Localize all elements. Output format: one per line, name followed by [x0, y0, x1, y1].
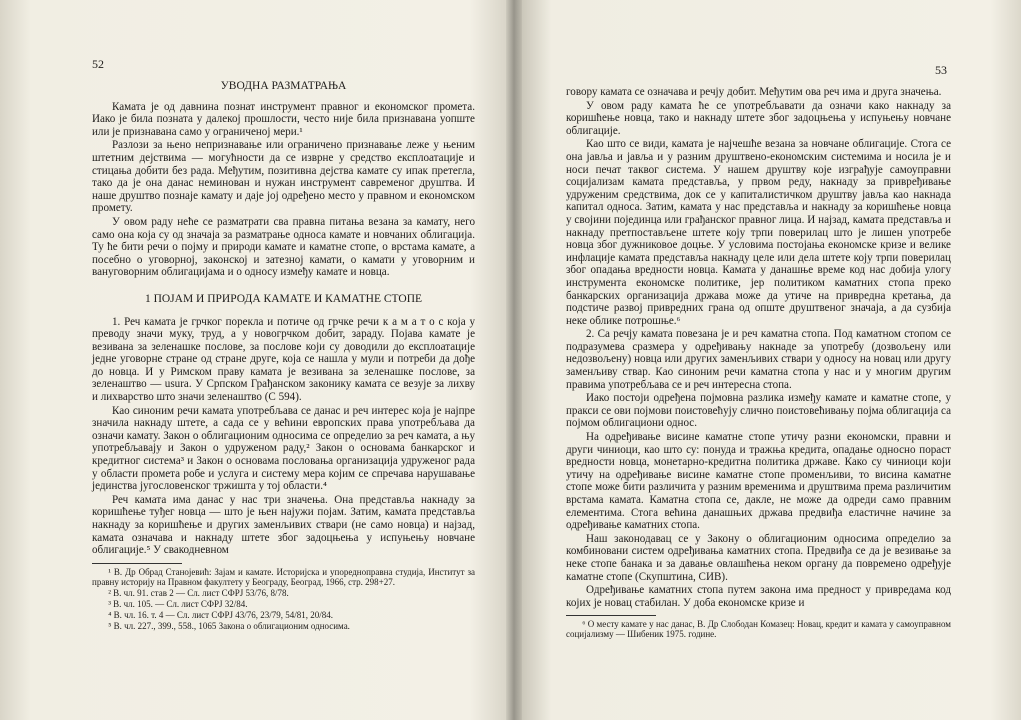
- page-number: 52: [92, 57, 104, 71]
- right-page-body: [566, 86, 951, 639]
- paragraph: Иако постоји одређена појмовна разлика између камате и каматне стопе, у пракси се ови појмови поистовећују слично поистовећивању појма облигација са појмом облигациони однос.: [566, 392, 951, 430]
- footnote-rule: [566, 615, 656, 616]
- paragraph: У овом раду неће се разматрати сва правна питања везана за камату, него само она која су од значаја за разматрање односа камате и новчаних облигација. Ту ће бити речи о појму и природи камате и каматне стопе, о врстама камате, а посебно о уговорној, законској и затезној камати, о камати у уговорним и вануговорним облигацијама и о односу између камате и новца.: [92, 215, 475, 279]
- paragraph: На одређивање висине каматне стопе утичу разни економски, правни и други чиниоци, као што су: понуда и тражња кредита, опадање односно пораст вредности новца, монетарно-кредитна политика државе. Како су чиниоци који утичу на одређивање висине каматне стопе променљиви, то висина каматне стопе може бити различита у разним временима и друштвима према различитим врстама камата. Каматна стопа се, дакле, не може да одреди само правним елементима. Стога већина данашњих држава предвиђа еластичне начине за одређивање каматних стопа.: [566, 431, 951, 532]
- paragraph: 2. Са речју камата повезана је и реч каматна стопа. Под каматном стопом се подразумева сразмера у одређивању накнаде за употребу (дозвољену или недозвољену) новца или других заменљивих ствари у односу на новац или другу заменљиву ствар. Као синоним речи каматна стопа у нас и у многим другим правима употребљава се и реч интересна стопа.: [566, 328, 951, 391]
- paragraph: У овом раду камата ће се употребљавати да означи како накнаду за коришћење новца, тако и накнаду штете због задоцњења у испуњењу новчане облигације.: [566, 99, 951, 137]
- paragraph: 1. Реч камата је грчког порекла и потиче од грчке речи к а м а т о с која у преводу значи муку, труд, а у новогрчком добит, зараду. Појава камате је везивана за зеленашке послове, за послове који су доводили до експлоатације једне уговорне стране од стране друге, која се нашла у мули и потреби да дође до новца. И у Римском праву камата је везивана за зеленашке послове, за зеленаштво — usura. У Српском Грађанском законику камата се везује за лихву и лихварство што значи зеленаштво (С 594).: [92, 315, 475, 404]
- paragraph: Одређивање каматних стопа путем закона има предност у привредама код којих је новац стабилан. У доба економске кризе и: [566, 584, 951, 609]
- paragraph: Камата је од давнина познат инструмент правног и економског промета. Иако је била позната у далекој прошлости, често није била признавана уопште или је признавана само у ограниченој мери.¹: [92, 100, 475, 138]
- footnote: ¹ В. Др Обрад Станојевић: Зајам и камате. Историјска и упоредноправна студија, Институт за правну историју на Правном факултету у Београду, Београд, 1966, стр. 298+27.: [92, 566, 475, 587]
- paragraph: Наш законодавац се у Закону о облигационим односима определио за комбиновани систем одређивања каматних стопа. Предвиђа се да је везивање за неке стопе банака и за давање овлашћења неком органу да повремено одређује каматне стопе (Скупштина, СИВ).: [566, 532, 951, 583]
- footnote-rule: [92, 563, 182, 564]
- footnote: ⁶ О месту камате у нас данас, В. Др Слободан Комазец: Новац, кредит и камата у самоуправном социјализму — Шибеник 1975. године.: [566, 619, 951, 640]
- section-title: 1 ПОЈАМ И ПРИРОДА КАМАТЕ И КАМАТНЕ СТОПЕ: [144, 292, 423, 305]
- paragraph: Као синоним речи камата употребљава се данас и реч интерес која је најпре значила накнаду штете, а сада се у већини европских права употребљава да означи камату. Закон о облигационим односима се определио за реч камата, а њу употребљавају и Закон о удруженом раду,² Закон о основама банкарског и кредитног система³ и Закон о основама пословања организација удруженог рада у области промета робе и услуга и систему мера којим се спречава нарушавање јединства југословенског тржишта у тој области.⁴: [92, 404, 475, 493]
- left-page: [0, 0, 508, 720]
- paragraph: Као што се види, камата је најчешће везана за новчане облигације. Стога се она јавља и јавља и у разним друштвено-економским системима и носила је и носи печат таквог система. У нашем друштву које изграђује самоуправни социјализам камата представља, у првом реду, накнаду за привређивање удруженим средствима, док се у капиталистичком друштву јавља као накнада капитал односа. Затим, камата у нас представља и накнаду за коришћење новца у својини појединца или грађанског правног лица. И најзад, камата представља и накнаду претпостављене штете коју трпи поверилац што је лишен употребе новца због дужниковое доцње. У условима постојања економске кризе и велике инфлације камата представља накнаду целе или дела штете коју трпи поверилац због опадања вредности новца. Камата у данашње време код нас добија улогу инструмента економске политике, јер политиком каматних стопа преко банкарских организација држава може да утиче на привредна кретања, да подстиче развој привредних грана од опште друштвеног значаја, а да сузбија неке облике потрошње.⁶: [566, 138, 951, 327]
- page-number: 53: [935, 63, 947, 77]
- paragraph: Реч камата има данас у нас три значења. Она представља накнаду за коришћење туђег новца — што је њен најужи појам. Затим, камата представља накнаду за коришћење и других заменљивих ствари (не само новца) и најзад, камата означава и накнаду штете због задоцњења у испуњењу новчане облигације.⁵ У свакодневном: [92, 493, 475, 557]
- paragraph: Разлози за њено непризнавање или ограничено признавање леже у њеним штетним дејствима — могућности да се изврне у средство експлоатације и стицања добити без рада. Међутим, позитивна дејства камате су ипак претегла, тако да је она данас неминован и нужан инструмент савременог друштва. И наше друштво познаје камату и даје јој одређено место у правном и економском промету.: [92, 139, 475, 215]
- footnote: ² В. чл. 91. став 2 — Сл. лист СФРЈ 53/76, 8/78.: [108, 587, 289, 598]
- footnote: ³ В. чл. 105. — Сл. лист СФРЈ 32/84.: [108, 598, 248, 609]
- footnote: ⁴ В. чл. 16. т. 4 — Сл. лист СФРЈ 43/76, 23/79, 54/81, 20/84.: [108, 609, 333, 620]
- footnote: ⁵ В. чл. 227., 399., 558., 1065 Закона о облигационим односима.: [108, 620, 350, 631]
- left-page-body: [92, 80, 475, 631]
- paragraph: говору камата се означава и речју добит. Међутим ова реч има и друга значења.: [566, 86, 942, 98]
- chapter-heading: УВОДНА РАЗМАТРАЊА: [220, 80, 347, 92]
